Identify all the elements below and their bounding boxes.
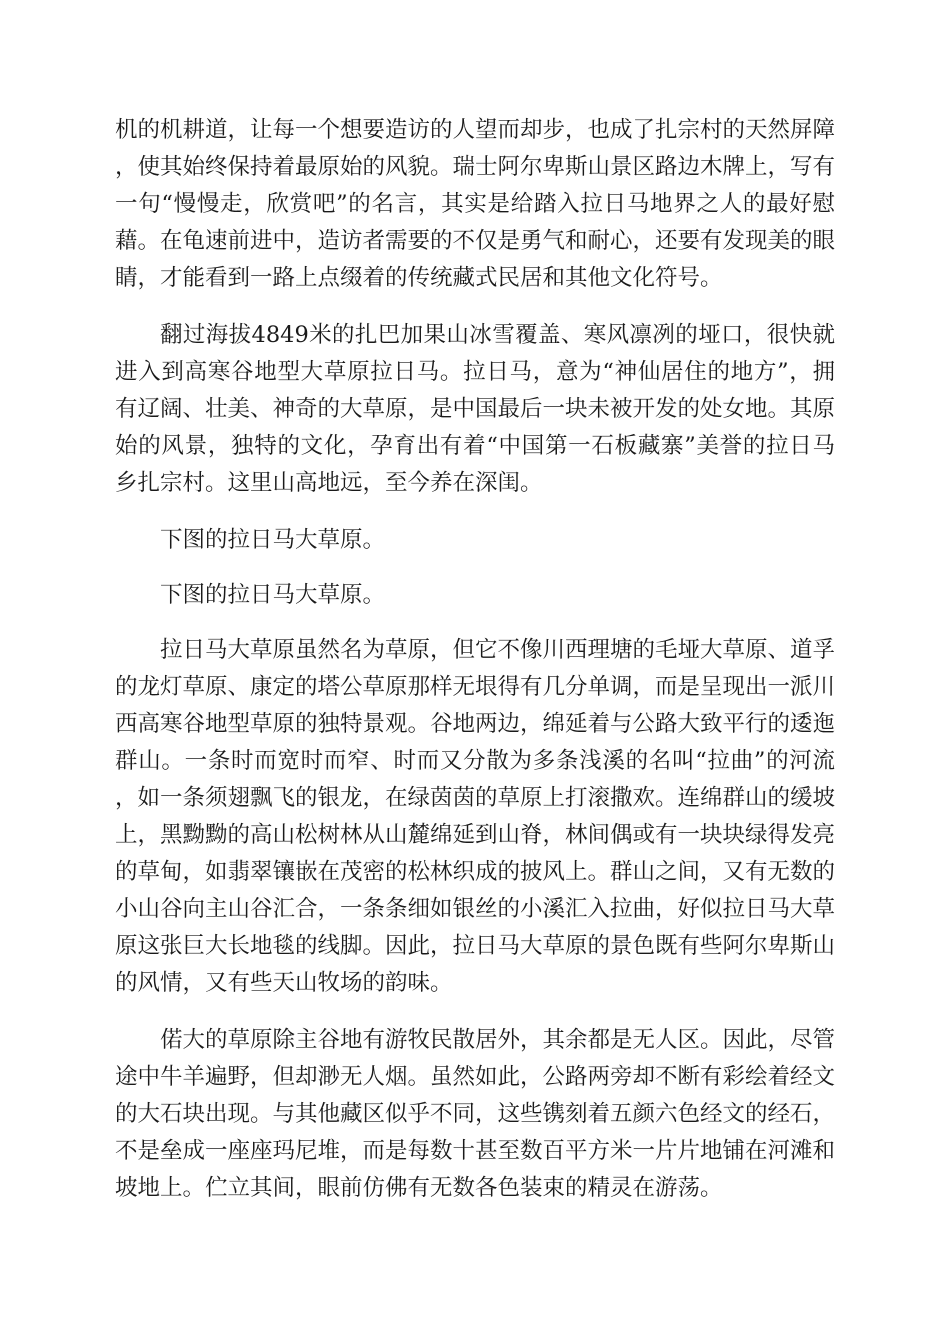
image-caption-1: 下图的拉日马大草原。	[160, 527, 386, 553]
paragraph-intro: 机的机耕道，让每一个想要造访的人望而却步，也成了扎宗村的天然屏障，使其始终保持着最原始的风貌。瑞士阿尔卑斯山景区路边木牌上，写有一句“慢慢走，欣赏吧”的名言，其实是给踏入拉日马地界之人的最好慰藉。在龟速前进中，造访者需要的不仅是勇气和耐心，还要有发现美的眼睛，才能看到一路上点缀着的传统藏式民居和其他文化符号。	[115, 117, 836, 291]
image-caption-2: 下图的拉日马大草原。	[160, 582, 386, 608]
paragraph-pass: 翻过海拔4849米的扎巴加果山冰雪覆盖、寒风凛冽的垭口，很快就进入到高寒谷地型大草原拉日马。拉日马，意为“神仙居住的地方”，拥有辽阔、壮美、神奇的大草原，是中国最后一块未被开发的处女地。其原始的风景，独特的文化，孕育出有着“中国第一石板藏寨”美誉的拉日马乡扎宗村。这里山高地远，至今养在深闺。	[115, 322, 836, 496]
paragraph-grassland: 拉日马大草原虽然名为草原，但它不像川西理塘的毛垭大草原、道孚的龙灯草原、康定的塔公草原那样无垠得有几分单调，而是呈现出一派川西高寒谷地型草原的独特景观。谷地两边，绵延着与公路大致平行的逶迤群山。一条时而宽时而窄、时而又分散为多条浅溪的名叫“拉曲”的河流，如一条须翅飘飞的银龙，在绿茵茵的草原上打滚撒欢。连绵群山的缓坡上，黑黝黝的高山松树林从山麓绵延到山脊，林间偶或有一块块绿得发亮的草甸，如翡翠镶嵌在茂密的松林织成的披风上。群山之间，又有无数的小山谷向主山谷汇合，一条条细如银丝的小溪汇入拉曲，好似拉日马大草原这张巨大长地毯的线脚。因此，拉日马大草原的景色既有些阿尔卑斯山的风情，又有些天山牧场的韵味。	[115, 637, 836, 996]
document-page	[115, 112, 835, 1227]
paragraph-mani-stones: 偌大的草原除主谷地有游牧民散居外，其余都是无人区。因此，尽管途中牛羊遍野，但却渺无人烟。虽然如此，公路两旁却不断有彩绘着经文的大石块出现。与其他藏区似乎不同，这些镌刻着五颜六色经文的经石，不是垒成一座座玛尼堆，而是每数十甚至数百平方米一片片地铺在河滩和坡地上。伫立其间，眼前仿佛有无数各色装束的精灵在游荡。	[115, 1027, 836, 1201]
